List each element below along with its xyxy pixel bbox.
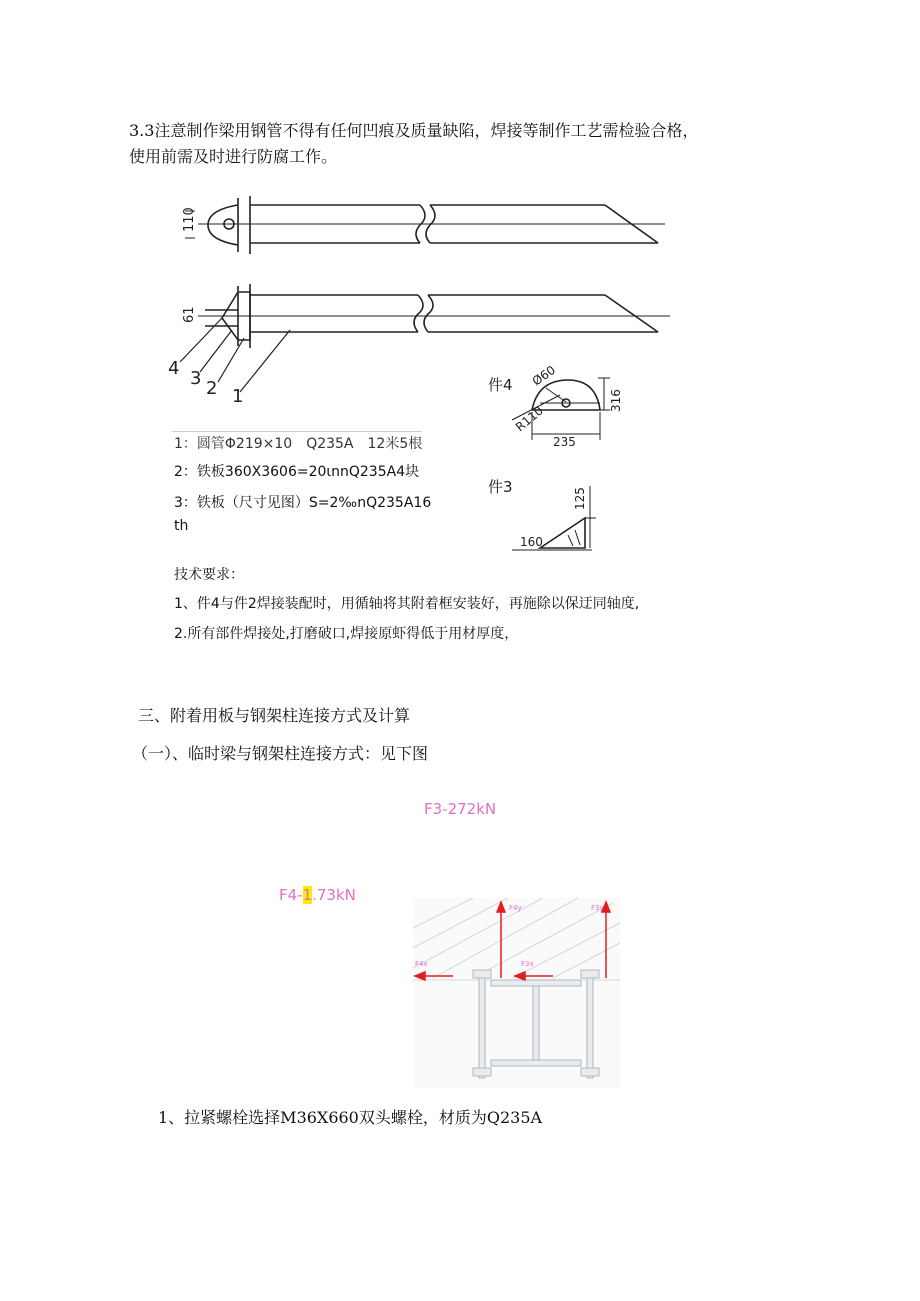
bom-line-1: 1：圆管Φ219×10 Q235A 12米5根 [174,436,423,452]
beam-drawing [0,0,920,560]
part4-label: 件4 [488,376,513,394]
paragraph-3-3-line2: 使用前需及时进行防腐工作。 [129,147,338,166]
divider [172,431,422,432]
part4-dim-316: 316 [609,389,623,412]
part4-dim-phi60: Ø60 [529,362,558,389]
label-f4y: F4y [509,904,522,912]
dim-61: 61 [182,306,197,323]
part3-dim-160: 160 [520,535,543,549]
callout-4: 4 [168,358,180,379]
callout-1: 1 [232,386,244,407]
paragraph-3-3-line1: 3.3注意制作梁用钢管不得有任何凹痕及质量缺陷，焊接等制作工艺需检验合格， [129,121,699,140]
part-item-2: 2：铁板360X3606=20ɩnnQ235A4块 [174,464,420,480]
connection-diagram [413,898,620,1088]
section-three-heading: 三、附着用板与钢架柱连接方式及计算 [138,706,411,725]
part3-dim-125: 125 [573,487,587,510]
bolt-selection: 1、拉紧螺栓选择M36X660双头螺栓，材质为Q235A [158,1108,543,1127]
dim-110: 110 [182,207,197,232]
part-item-3: 3：铁板（尺寸见图）S=2‰nQ235A16 [174,495,432,511]
force-f4-highlight: 1 [302,886,313,904]
section-three-sub: （一）、临时梁与钢架柱连接方式：见下图 [132,744,429,763]
tech-req-2: 2.所有部件焊接处,打磨破口,焊接原虾得低于用材厚度， [174,626,519,642]
label-f3x: F3x [521,960,534,968]
part-item-3-cut: th [174,518,189,534]
part4-dim-r110: R110 [512,403,546,435]
tech-req-1: 1、件4与件2焊接装配时，用循轴将其附着框安装好，再施除以保迂同轴度, [174,596,640,612]
part3-label: 件3 [488,478,513,496]
label-f4x: F4x [415,960,428,968]
tech-title: 技术要求： [174,567,244,583]
callout-2: 2 [206,378,218,399]
callout-3: 3 [190,368,202,389]
force-f4 [279,886,356,904]
label-f3y: F3y [591,904,604,912]
force-f4-suffix: .73kN [312,886,356,904]
force-f4-prefix: F4- [279,886,303,904]
part4-dim-235: 235 [553,435,576,449]
force-f3: F3-272kN [424,800,497,818]
